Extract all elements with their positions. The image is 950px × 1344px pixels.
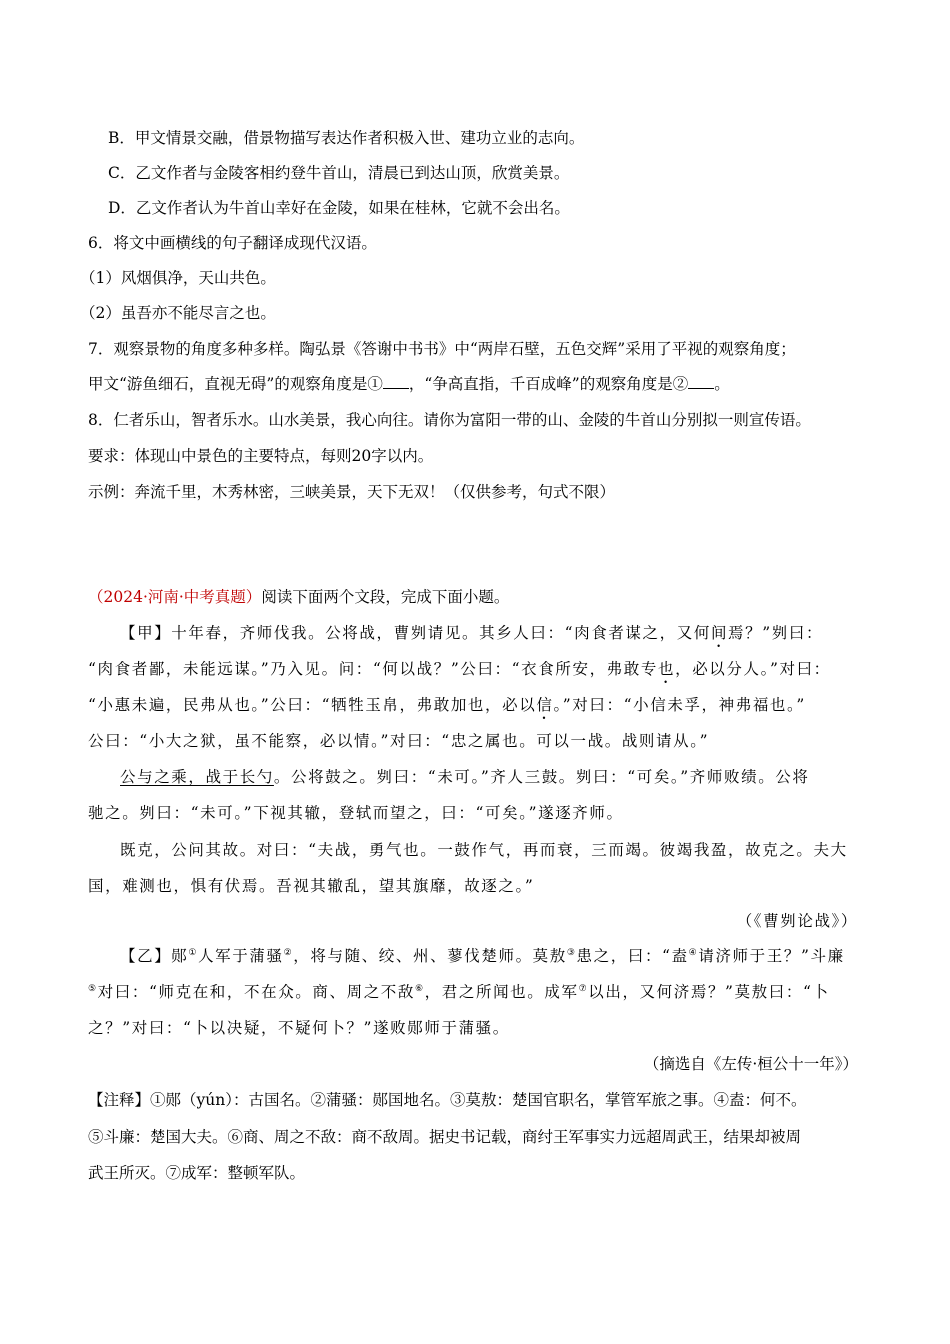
passage-jia-line-8: 国，难测也，惧有伏焉。吾视其辙乱，望其旗靡，故逐之。” [88, 877, 535, 895]
passage-jia-citation: （《曹刿论战》） [736, 912, 858, 930]
passage-yi-line-1: 【乙】郧①人军于蒲骚②，将与随、绞、州、蓼伐楚师。莫敖③患之，曰：“盍④请济师于王？”斗廉 [120, 947, 845, 965]
option-d: D．乙文作者认为牛首山幸好在金陵，如果在桂林，它就不会出名。 [108, 199, 570, 217]
question-7-line-2 [88, 374, 730, 394]
notes-line-3: 武王所灭。⑦成军：整顿军队。 [88, 1164, 306, 1182]
note-ref-1: ① [188, 947, 199, 958]
passage-jia-line-1: 【甲】十年春，齐师伐我。公将战，曹刿请见。其乡人曰：“肉食者谋之，又何间焉？”刿曰： [120, 624, 824, 642]
emphasis-char-jian: 间 [710, 624, 729, 642]
question-7-text-a: 甲文“游鱼细石，直视无碍”的观察角度是① [88, 375, 383, 393]
question-8-example: 示例：奔流千里，木秀林密，三峡美景，天下无双！（仅供参考，句式不限） [88, 483, 616, 501]
passage-yi-citation: （摘选自《左传·桓公十一年》） [643, 1055, 858, 1073]
passage-jia-line-2: “肉食者鄙，未能远谋。”乃入见。问：“何以战？”公曰：“衣食所安，弗敢专也，必以分人。”对曰： [88, 660, 831, 678]
question-7-text-c: 。 [714, 375, 730, 393]
question-6-item-1: （1）风烟俱净，天山共色。 [80, 269, 276, 287]
question-8-requirement: 要求：体现山中景色的主要特点，每则20字以内。 [88, 447, 434, 465]
note-ref-7: ⑦ [578, 983, 589, 994]
passage-yi-line-3: 之？”对曰：“卜以决疑，不疑何卜？”遂败郧师于蒲骚。 [88, 1019, 510, 1037]
passage-jia-line-4: 公曰：“小大之狱，虽不能察，必以情。”对曰：“忠之属也。可以一战。战则请从。” [88, 732, 710, 750]
note-ref-2: ② [283, 947, 294, 958]
note-ref-6: ⑥ [415, 983, 425, 994]
passage-jia-line-7: 既克，公问其故。对曰：“夫战，勇气也。一鼓作气，再而衰，三而竭。彼竭我盈，故克之。夫大 [120, 841, 848, 859]
answer-blank-1[interactable] [383, 374, 409, 389]
passage-yi-line-2: ⑤对曰：“师克在和，不在众。商、周之不敌⑥，君之所闻也。成军⑦以出，又何济焉？”莫敖曰：“卜 [88, 983, 830, 1001]
note-ref-4: ④ [688, 947, 699, 958]
question-7-text-b: ，“争高直指，千百成峰”的观察角度是② [408, 375, 689, 393]
option-c: C．乙文作者与金陵客相约登牛首山，清晨已到达山顶，欣赏美景。 [108, 164, 570, 182]
section-header [88, 587, 509, 607]
notes-line-1: 【注释】①郧（yún）：古国名。②蒲骚：郧国地名。③莫敖：楚国官职名，掌管军旅之事。④盍：何不。 [88, 1091, 807, 1109]
question-7-line-1: 7．观察景物的角度多种多样。陶弘景《答谢中书书》中“两岸石壁，五色交辉”采用了平视的观察角度； [88, 340, 796, 358]
question-8-line-1: 8．仁者乐山，智者乐水。山水美景，我心向往。请你为富阳一带的山、金陵的牛首山分别拟一则宣传语。 [88, 411, 811, 429]
note-ref-5: ⑤ [88, 983, 98, 994]
underlined-sentence: 公与之乘，战于长勺 [120, 768, 274, 786]
passage-jia-line-5: 公与之乘，战于长勺。公将鼓之。刿曰：“未可。”齐人三鼓。刿曰：“可矣。”齐师败绩。公将 [120, 768, 810, 786]
answer-blank-2[interactable] [688, 374, 714, 389]
note-ref-3: ③ [566, 947, 577, 958]
passage-jia-line-6: 驰之。刿曰：“未可。”下视其辙，登轼而望之，曰：“可矣。”遂逐齐师。 [88, 804, 624, 822]
question-6-stem: 6．将文中画横线的句子翻译成现代汉语。 [88, 234, 377, 252]
notes-line-2: ⑤斗廉：楚国大夫。⑥商、周之不敌：商不敌周。据史书记载，商纣王军事实力远超周武王，结果却被周 [88, 1128, 802, 1146]
passage-jia-line-3: “小惠未遍，民弗从也。”公曰：“牺牲玉帛，弗敢加也，必以信。”对曰：“小信未孚，神弗福也。” [88, 696, 806, 714]
question-6-item-2: （2）虽吾亦不能尽言之也。 [80, 304, 276, 322]
section-instruction: 阅读下面两个文段，完成下面小题。 [261, 588, 510, 606]
exam-source-tag: （2024·河南·中考真题） [88, 588, 262, 606]
emphasis-char-xin: 信 [536, 696, 554, 714]
option-b: B．甲文情景交融，借景物描写表达作者积极入世、建功立业的志向。 [108, 129, 585, 147]
emphasis-char-ye: 也 [657, 660, 676, 678]
